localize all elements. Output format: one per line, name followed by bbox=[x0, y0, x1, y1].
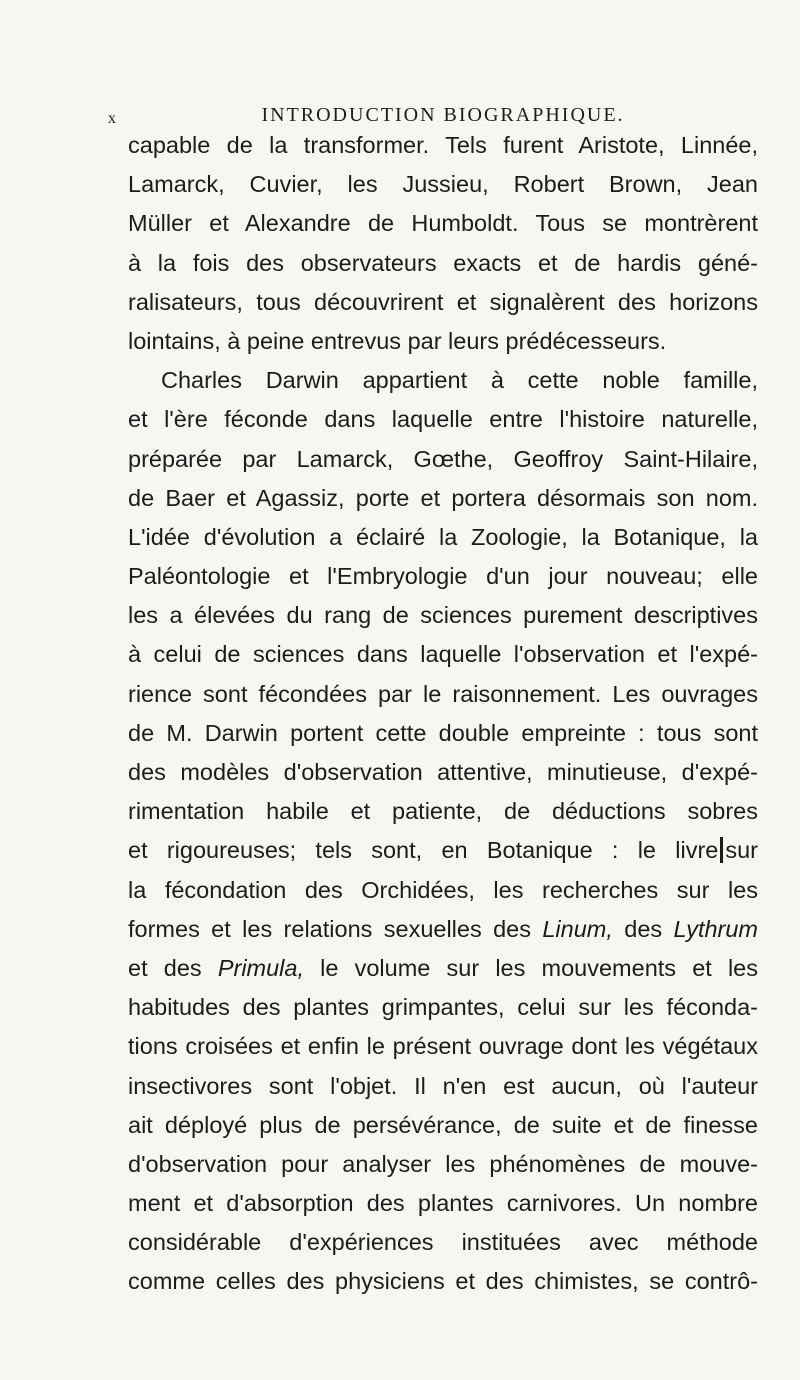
text-line: les a élevées du rang de sciences purement descriptives bbox=[128, 602, 758, 629]
text-line: ment et d'absorption des plantes carnivores. Un nombre bbox=[128, 1190, 758, 1217]
text-line-mixed bbox=[128, 949, 758, 988]
text-fragment: formes et les relations sexuelles des bbox=[128, 915, 531, 942]
text-line: habitudes des plantes grimpantes, celui sur les féconda- bbox=[128, 994, 758, 1021]
text-line: ait déployé plus de persévérance, de suite et de finesse bbox=[128, 1111, 758, 1138]
running-head bbox=[108, 58, 738, 127]
print-mark bbox=[720, 837, 723, 863]
text-line: à celui de sciences dans laquelle l'observation et l'expé- bbox=[128, 641, 758, 668]
text-line: d'observation pour analyser les phénomènes de mouve- bbox=[128, 1150, 758, 1177]
text-line: rimentation habile et patiente, de déductions sobres bbox=[128, 798, 758, 825]
text-line: lointains, à peine entrevus par leurs prédécesseurs. bbox=[128, 327, 667, 354]
text-line: insectivores sont l'objet. Il n'en est aucun, où l'auteur bbox=[128, 1072, 758, 1099]
text-line: des modèles d'observation attentive, minutieuse, d'expé- bbox=[128, 759, 758, 785]
text-line: considérable d'expériences instituées avec méthode bbox=[128, 1229, 758, 1256]
text-line-mixed bbox=[128, 910, 758, 949]
text-line: Charles Darwin appartient à cette noble famille, bbox=[161, 367, 758, 394]
text-fragment: des bbox=[624, 915, 663, 942]
text-line: la fécondation des Orchidées, les recherches sur les bbox=[128, 876, 758, 903]
text-fragment: le volume sur les mouvements et les bbox=[320, 954, 758, 981]
text-line: et l'ère féconde dans laquelle entre l'histoire naturelle, bbox=[128, 406, 758, 433]
text-line: de M. Darwin portent cette double empreinte : tous sont bbox=[128, 719, 758, 746]
text-line: à la fois des observateurs exacts et de hardis géné- bbox=[128, 249, 758, 276]
body-text bbox=[128, 126, 758, 1302]
taxon-name: Lythrum bbox=[673, 915, 759, 942]
text-fragment: et rigoureuses; tels sont, en Botanique : le livre bbox=[128, 837, 719, 864]
text-line: ralisateurs, tous découvrirent et signalèrent des horizons bbox=[128, 288, 758, 315]
text-line: préparée par Lamarck, Gœthe, Geoffroy Saint-Hilaire, bbox=[128, 445, 758, 472]
taxon-name: Linum, bbox=[542, 915, 613, 942]
text-line: capable de la transformer. Tels furent Aristote, Linnée, bbox=[128, 132, 758, 158]
text-line: de Baer et Agassiz, porte et portera désormais son nom. bbox=[128, 484, 758, 511]
text-line: comme celles des physiciens et des chimistes, se contrô- bbox=[128, 1268, 758, 1295]
text-line: tions croisées et enfin le présent ouvrage dont les végétaux bbox=[128, 1033, 758, 1060]
text-line: Lamarck, Cuvier, les Jussieu, Robert Brown, Jean bbox=[128, 171, 758, 198]
taxon-name: Primula, bbox=[217, 954, 304, 981]
page-number: x bbox=[108, 110, 117, 127]
text-line: Paléontologie et l'Embryologie d'un jour nouveau; elle bbox=[128, 563, 758, 590]
text-line: L'idée d'évolution a éclairé la Zoologie, la Botanique, la bbox=[128, 523, 758, 550]
text-line: Müller et Alexandre de Humboldt. Tous se montrèrent bbox=[128, 210, 758, 237]
text-fragment: et des bbox=[128, 954, 202, 981]
text-fragment: sur bbox=[725, 837, 758, 864]
header-title: INTRODUCTION BIOGRAPHIQUE. bbox=[261, 104, 625, 126]
text-line-mixed bbox=[128, 831, 758, 870]
text-line: rience sont fécondées par le raisonnement. Les ouvrages bbox=[128, 680, 758, 707]
